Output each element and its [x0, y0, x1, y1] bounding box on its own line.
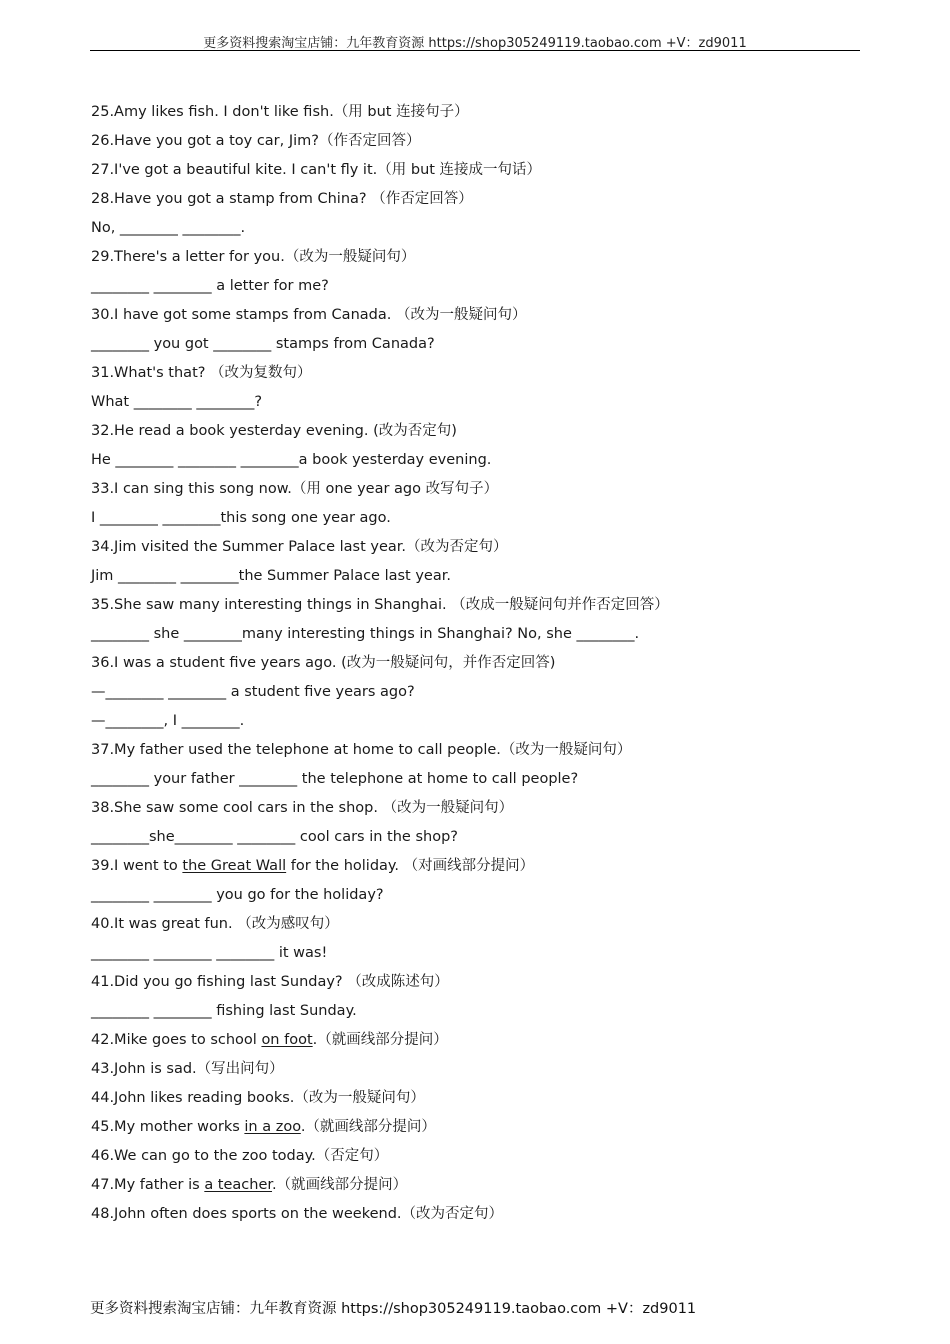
line-text: 39.I went to — [91, 858, 183, 874]
exercise-line — [91, 740, 871, 769]
exercise-line — [91, 189, 871, 218]
line-text: ________ your father ________ the telephone at home to call people? — [91, 771, 579, 787]
line-text: I ________ ________this song one year ago. — [91, 510, 391, 526]
underlined-phrase: on foot — [261, 1032, 313, 1048]
exercise-line — [91, 363, 871, 392]
exercise-line — [91, 131, 871, 160]
line-text: for the holiday. （对画线部分提问） — [286, 858, 535, 874]
line-text: 34.Jim visited the Summer Palace last year.（改为否定句） — [91, 539, 508, 555]
line-text: ________ ________ fishing last Sunday. — [91, 1003, 357, 1019]
exercise-line — [91, 711, 871, 740]
line-text: 48.John often does sports on the weekend.（改为否定句） — [91, 1206, 504, 1222]
line-text: 30.I have got some stamps from Canada. （改为一般疑问句） — [91, 307, 527, 323]
exercise-line — [91, 334, 871, 363]
exercise-line — [91, 1146, 871, 1175]
line-text: 32.He read a book yesterday evening. (改为否定句) — [91, 423, 457, 439]
line-text: 41.Did you go fishing last Sunday? （改成陈述句） — [91, 974, 449, 990]
line-text: 35.She saw many interesting things in Shanghai. （改成一般疑问句并作否定回答） — [91, 597, 669, 613]
line-text: ________ ________ you go for the holiday? — [91, 887, 384, 903]
exercise-line — [91, 537, 871, 566]
exercise-line — [91, 624, 871, 653]
line-text: He ________ ________ ________a book yesterday evening. — [91, 452, 492, 468]
line-text: ________ ________ ________ it was! — [91, 945, 328, 961]
line-text: 36.I was a student five years ago. (改为一般疑问句，并作否定回答) — [91, 655, 556, 671]
line-text: 31.What's that? （改为复数句） — [91, 365, 312, 381]
exercise-line — [91, 682, 871, 711]
line-text: ________ she ________many interesting things in Shanghai? No, she ________. — [91, 626, 640, 642]
line-text: 26.Have you got a toy car, Jim?（作否定回答） — [91, 133, 421, 149]
exercise-line — [91, 218, 871, 247]
line-text: —________ ________ a student five years ago? — [91, 684, 415, 700]
line-text: ________ you got ________ stamps from Canada? — [91, 336, 435, 352]
line-text: 46.We can go to the zoo today.（否定句） — [91, 1148, 389, 1164]
page-footer: 更多资料搜索淘宝店铺：九年教育资源 https://shop305249119.taobao.com +V：zd9011 — [90, 1301, 697, 1317]
exercise-line — [91, 479, 871, 508]
exercise-line — [91, 392, 871, 421]
exercise-line — [91, 566, 871, 595]
exercise-line — [91, 1204, 871, 1233]
exercise-line — [91, 769, 871, 798]
line-text: .（就画线部分提问） — [312, 1032, 448, 1048]
line-text: .（就画线部分提问） — [272, 1177, 408, 1193]
line-text: 37.My father used the telephone at home to call people.（改为一般疑问句） — [91, 742, 632, 758]
exercise-line — [91, 305, 871, 334]
page-header: 更多资料搜索淘宝店铺：九年教育资源 https://shop305249119.taobao.com +V：zd9011 — [203, 36, 747, 51]
exercise-line — [91, 1059, 871, 1088]
line-text: 28.Have you got a stamp from China? （作否定回答） — [91, 191, 473, 207]
line-text: —________, I ________. — [91, 713, 245, 729]
exercise-line — [91, 421, 871, 450]
line-text: ________ ________ a letter for me? — [91, 278, 329, 294]
exercise-line — [91, 943, 871, 972]
exercise-line — [91, 595, 871, 624]
line-text: 47.My father is — [91, 1177, 205, 1193]
exercise-line — [91, 827, 871, 856]
line-text: 33.I can sing this song now.（用 one year ago 改写句子） — [91, 481, 499, 497]
line-text: 25.Amy likes fish. I don't like fish.（用 but 连接句子） — [91, 104, 469, 120]
line-text: 43.John is sad.（写出问句） — [91, 1061, 284, 1077]
exercise-line — [91, 1175, 871, 1204]
exercise-line — [91, 102, 871, 131]
exercise-line — [91, 160, 871, 189]
exercise-line — [91, 653, 871, 682]
line-text: 38.She saw some cool cars in the shop. （改为一般疑问句） — [91, 800, 514, 816]
exercise-line — [91, 798, 871, 827]
exercise-line — [91, 1117, 871, 1146]
underlined-phrase: in a zoo — [244, 1119, 301, 1135]
line-text: ________she________ ________ cool cars in the shop? — [91, 829, 458, 845]
exercise-line — [91, 885, 871, 914]
exercise-line — [91, 972, 871, 1001]
exercise-line — [91, 276, 871, 305]
underlined-phrase: the Great Wall — [182, 858, 287, 874]
line-text: No, ________ ________. — [91, 220, 246, 236]
exercise-line — [91, 914, 871, 943]
line-text: What ________ ________? — [91, 394, 263, 410]
exercise-list — [91, 102, 871, 1233]
exercise-line — [91, 856, 871, 885]
line-text: .（就画线部分提问） — [300, 1119, 436, 1135]
exercise-line — [91, 508, 871, 537]
line-text: 42.Mike goes to school — [91, 1032, 262, 1048]
line-text: Jim ________ ________the Summer Palace last year. — [91, 568, 451, 584]
underlined-phrase: a teacher — [204, 1177, 273, 1193]
line-text: 40.It was great fun. （改为感叹句） — [91, 916, 339, 932]
exercise-line — [91, 1001, 871, 1030]
line-text: 45.My mother works — [91, 1119, 245, 1135]
line-text: 29.There's a letter for you.（改为一般疑问句） — [91, 249, 416, 265]
exercise-line — [91, 450, 871, 479]
line-text: 44.John likes reading books.（改为一般疑问句） — [91, 1090, 425, 1106]
exercise-line — [91, 1088, 871, 1117]
exercise-line — [91, 1030, 871, 1059]
line-text: 27.I've got a beautiful kite. I can't fly it.（用 but 连接成一句话） — [91, 162, 542, 178]
header-divider — [90, 50, 860, 51]
exercise-line — [91, 247, 871, 276]
